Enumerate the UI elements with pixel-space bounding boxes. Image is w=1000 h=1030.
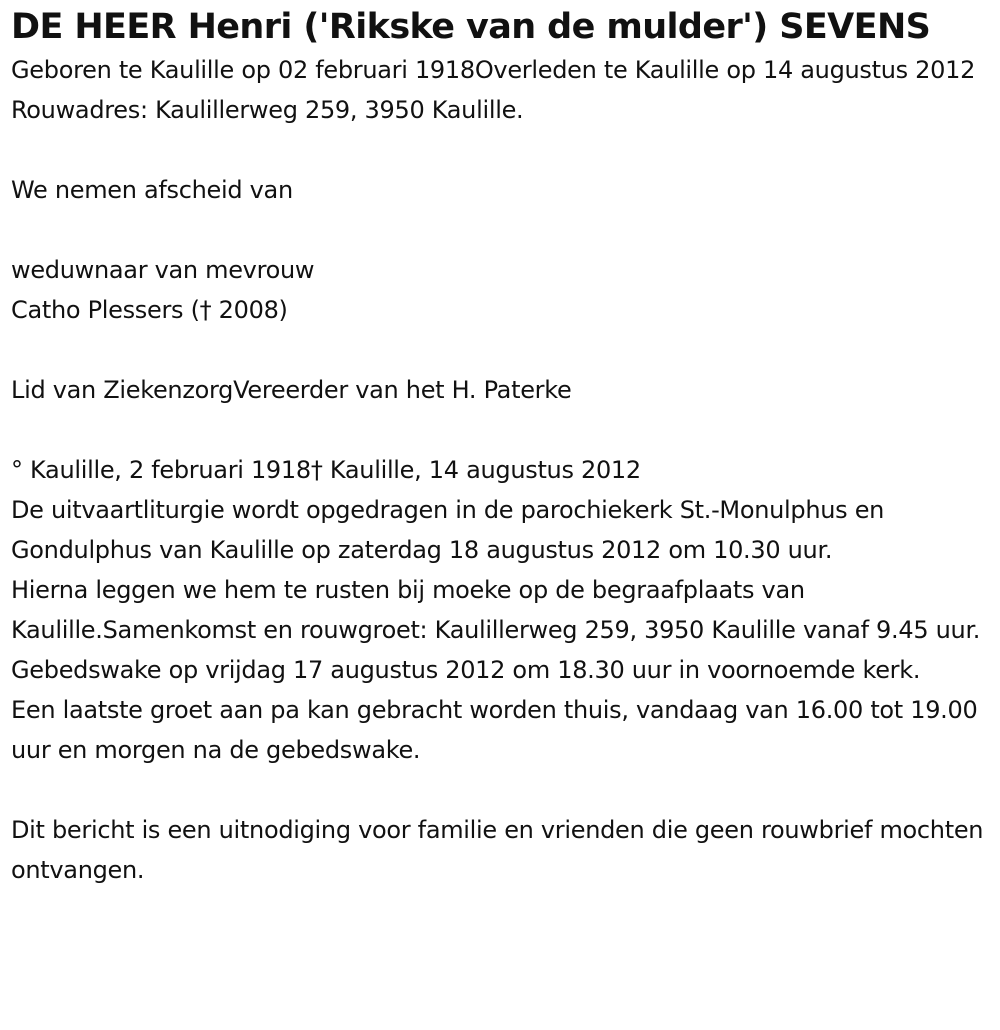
born-text: Geboren te Kaulille op 02 februari 1918 [11, 56, 475, 84]
spacer [11, 410, 986, 450]
birth-death-line [11, 50, 986, 90]
burial-text: Hierna leggen we hem te rusten bij moeke op de begraafplaats van Kaulille. [11, 576, 805, 644]
spacer [11, 330, 986, 370]
membership-ziekenzorg: Lid van Ziekenzorg [11, 376, 234, 404]
obituary-body [11, 50, 986, 890]
spacer [11, 130, 986, 170]
ceremony-text: De uitvaartliturgie wordt opgedragen in de parochiekerk St.-Monulphus en Gondulphus van Kaulille op zaterdag 18 augustus 2012 om 10.30 uur. [11, 496, 885, 564]
wake-text: Gebedswake op vrijdag 17 augustus 2012 om 18.30 uur in voornoemde kerk. [11, 656, 921, 684]
invitation-text: Dit bericht is een uitnodiging voor familie en vrienden die geen rouwbrief mochten ontvangen. [11, 816, 984, 884]
obituary [11, 4, 986, 890]
memberships-line [11, 370, 986, 410]
spacer [11, 210, 986, 250]
widower-line: weduwnaar van mevrouw [11, 256, 315, 284]
spacer [11, 770, 986, 810]
dates-line [11, 450, 986, 490]
died-text: Overleden te Kaulille op 14 augustus 2012 [474, 56, 976, 84]
mourning-address: Rouwadres: Kaulillerweg 259, 3950 Kaulille. [11, 96, 524, 124]
spouse-name: Catho Plessers († 2008) [11, 296, 288, 324]
birth-date: ° Kaulille, 2 februari 1918 [11, 456, 311, 484]
death-date: † Kaulille, 14 augustus 2012 [310, 456, 641, 484]
farewell-text: We nemen afscheid van [11, 176, 293, 204]
burial-gathering-text [11, 570, 986, 650]
membership-paterke: Vereerder van het H. Paterke [233, 376, 572, 404]
last-greeting-text: Een laatste groet aan pa kan gebracht worden thuis, vandaag van 16.00 tot 19.00 uur en morgen na de gebedswake. [11, 696, 978, 764]
gathering-text: Samenkomst en rouwgroet: Kaulillerweg 259, 3950 Kaulille vanaf 9.45 uur. [102, 616, 981, 644]
page-title: DE HEER Henri ('Rikske van de mulder') SEVENS [11, 7, 931, 47]
